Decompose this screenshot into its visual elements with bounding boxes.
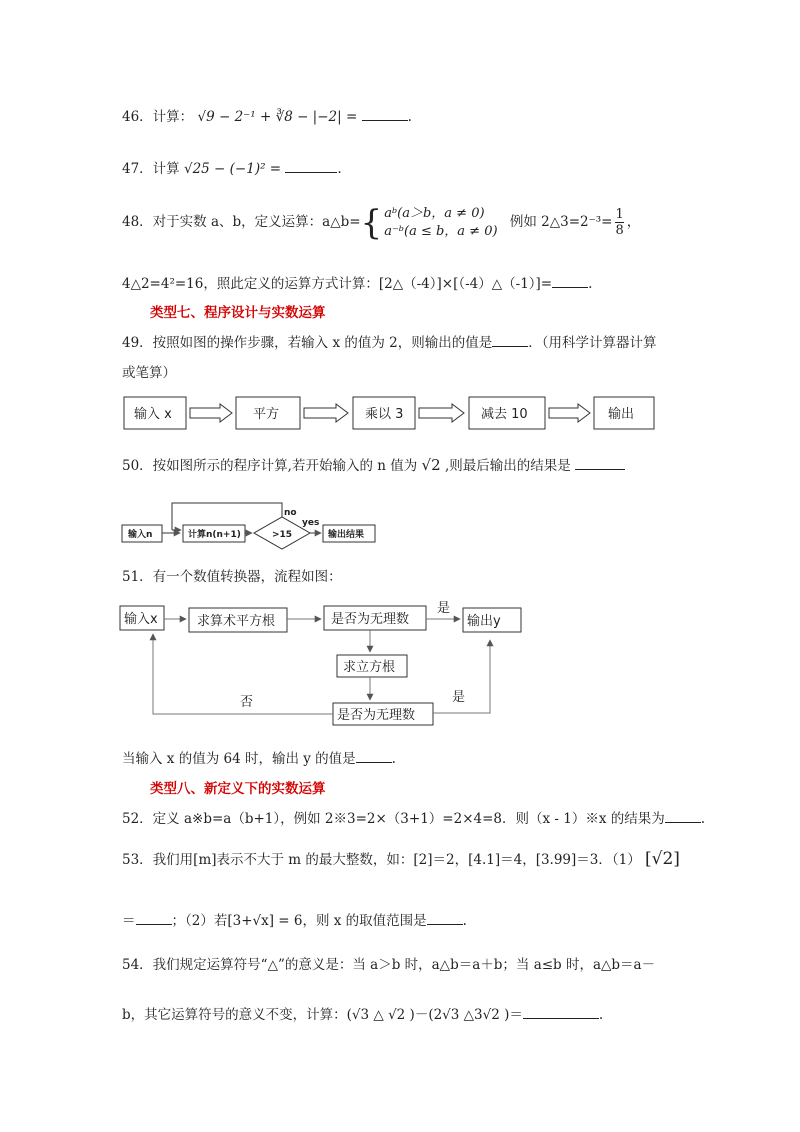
q53-blank-2[interactable] [427, 924, 463, 925]
q48-number: 48．对于实数 a、b，定义运算：a△b= [122, 214, 361, 230]
q48-example: 例如 2△3=2⁻³= [509, 214, 613, 230]
q52-blank[interactable] [665, 822, 701, 823]
q54-blank[interactable] [523, 1018, 599, 1019]
flow50-label-cond: >15 [272, 530, 293, 540]
question-53: 53．我们用[m]表示不大于 m 的最大整数，如：[2]＝2，[4.1]＝4，[3.99]＝3．（1） [√2] [122, 849, 680, 869]
question-53-line2: ＝ ；（2）若[3+√x] = 6，则 x 的取值范围是 . [122, 913, 467, 929]
flow50-label-yes: yes [302, 518, 320, 528]
q47-expression: √25 − (−1)² = [183, 161, 282, 177]
flow51-label-yes1: 是 [437, 601, 451, 616]
question-50: 50．按如图所示的程序计算,若开始输入的 n 值为 √2 ,则最后输出的结果是 [122, 456, 625, 475]
q50-sqrt: √2 [421, 456, 441, 474]
question-47: 47．计算 √25 − (−1)² = . [122, 161, 342, 177]
q48-cases: aᵇ(a＞b，a ≠ 0) a⁻ᵇ(a ≤ b，a ≠ 0) [384, 205, 498, 239]
flow49-arrow-1 [190, 404, 232, 422]
flow49-label-input: 输入 x [134, 407, 172, 422]
question-54-line2: b，其它运算符号的意义不变，计算：(√3 △ √2 )－(2√3 △3√2 )＝ . [122, 1007, 604, 1023]
flow51-label-sqrt: 求算术平方根 [197, 614, 276, 629]
flow49-arrow-2 [304, 404, 348, 422]
flow49-label-multiply: 乘以 3 [365, 407, 404, 422]
flow49-arrow-4 [549, 404, 590, 422]
q53-blank-1[interactable] [136, 924, 172, 925]
q53-bracket-sqrt2: [√2] [645, 849, 680, 869]
flow50-label-output: 输出结果 [328, 530, 365, 540]
flow51-label-input: 输入x [124, 612, 158, 627]
question-51b: 当输入 x 的值为 64 时，输出 y 的值是 . [122, 751, 396, 767]
question-46: 46．计算： √9 − 2⁻¹ + ∛8 − |−2| = . [122, 109, 412, 125]
q46-number: 46．计算： [122, 109, 194, 125]
flow51-label-cbrt: 求立方根 [343, 660, 396, 675]
question-48-line2: 4△2=4²=16，照此定义的运算方式计算：[2△（-4）]×[（-4）△（-1）]= . [122, 276, 593, 292]
q50-blank[interactable] [575, 469, 625, 470]
flow51-label-no: 否 [240, 695, 254, 710]
section-8-heading: 类型八、新定义下的实数运算 [150, 781, 326, 797]
section-7-heading: 类型七、程序设计与实数运算 [150, 305, 326, 321]
question-48: 48．对于实数 a、b，定义运算：a△b={ aᵇ(a＞b，a ≠ 0) a⁻ᵇ(a ≤ b，a ≠ 0) 例如 2△3=2⁻³= $\frac{1}{8}$ ， [122, 202, 641, 243]
question-51: 51．有一个数值转换器，流程如图： [122, 569, 342, 585]
q47-number: 47．计算 [122, 161, 180, 177]
q46-expression: √9 − 2⁻¹ + ∛8 − |−2| = [197, 109, 358, 125]
question-54: 54．我们规定运算符号“△”的意义是：当 a＞b 时，a△b＝a＋b；当 a≤b 时，a△b＝a－ [122, 957, 656, 973]
flow51-label-check2: 是否为无理数 [337, 708, 416, 723]
flow49-label-output: 输出 [608, 407, 635, 422]
flow50-label-calc: 计算n(n+1) [188, 530, 241, 540]
flow50-label-no: no [284, 508, 297, 518]
flow50-label-input: 输入n [128, 530, 153, 540]
question-49-line2: 或笔算） [122, 365, 176, 381]
flow49-label-square: 平方 [253, 407, 280, 422]
q48-fraction: $\frac{1}{8}$ [615, 207, 624, 238]
flow51-label-yes2: 是 [452, 690, 466, 705]
flow49-arrow-3 [419, 404, 464, 422]
flow51-label-output: 输出y [467, 614, 501, 629]
question-52: 52．定义 a※b=a（b+1），例如 2※3=2×（3+1）=2×4=8．则（x - 1）※x 的结果为 . [122, 811, 706, 827]
q51-blank[interactable] [356, 762, 392, 763]
flow51-label-check1: 是否为无理数 [331, 612, 410, 627]
flow49-label-subtract: 减去 10 [481, 407, 528, 422]
question-49: 49．按照如图的操作步骤，若输入 x 的值为 2，则输出的值是 ．（用科学计算器计算 [122, 335, 657, 351]
